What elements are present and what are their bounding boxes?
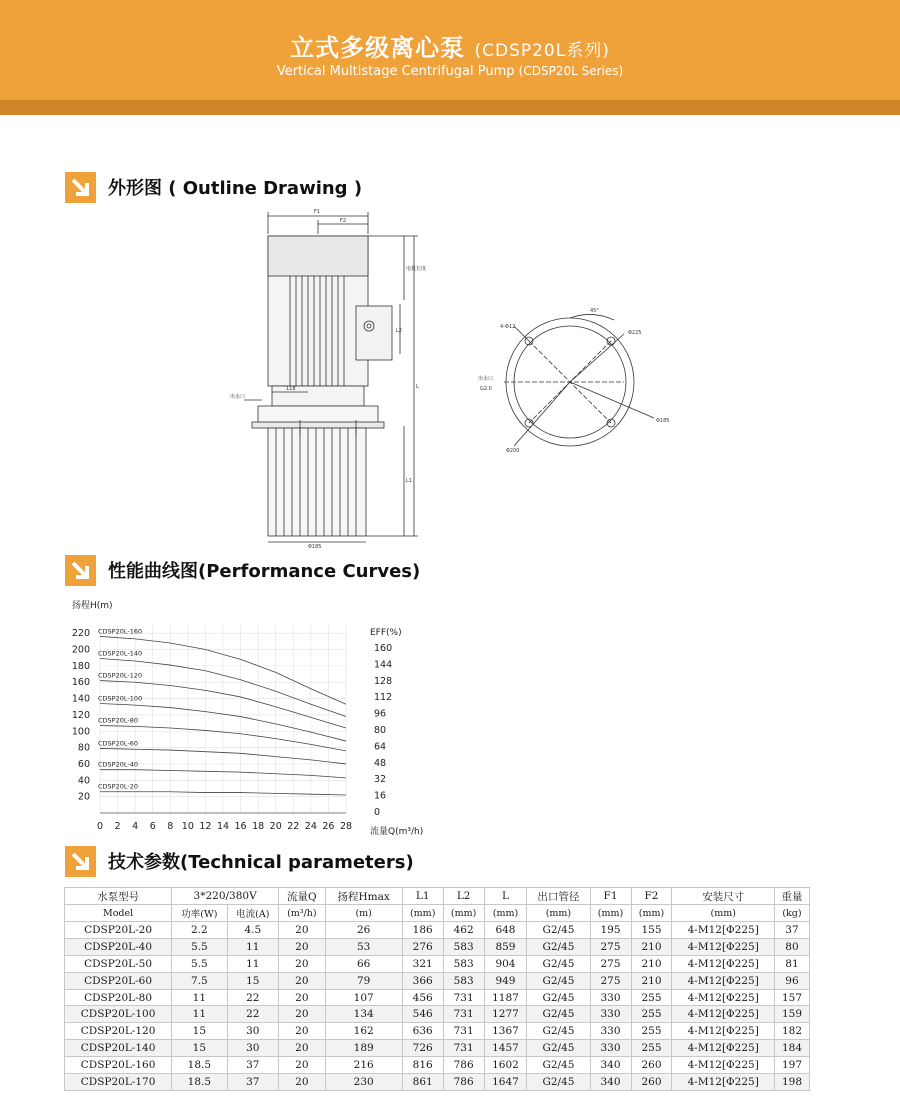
table-cell: (mm) (672, 905, 775, 922)
table-row (65, 922, 810, 939)
x-tick-label: 22 (287, 821, 300, 832)
dim-l2: L2 (396, 328, 402, 334)
table-cell: G2/45 (527, 972, 590, 989)
section-curves (65, 555, 420, 585)
dim-phi200: Φ200 (506, 448, 520, 454)
table-cell: 20 (279, 938, 326, 955)
y-tick-label: 200 (71, 644, 90, 656)
table-cell: 扬程Hmax (325, 888, 402, 905)
table-cell: CDSP20L-170 (65, 1074, 172, 1091)
table-cell: 1457 (484, 1040, 527, 1057)
table-cell: 731 (443, 1006, 484, 1023)
table-cell: G2/45 (527, 1074, 590, 1091)
table-cell: 22 (227, 1006, 279, 1023)
table-cell: G2/45 (527, 989, 590, 1006)
y2-tick-label: 112 (374, 692, 393, 704)
x-tick-label: 24 (304, 821, 317, 832)
dim-phi225: Φ225 (628, 330, 642, 336)
dim-l: L (416, 384, 419, 390)
series-label: CDSP20L-160 (98, 627, 143, 636)
table-cell: 20 (279, 972, 326, 989)
table-cell: 30 (227, 1040, 279, 1057)
table-cell: 861 (402, 1074, 443, 1091)
table-cell: 4-M12[Φ225] (672, 938, 775, 955)
table-cell: CDSP20L-50 (65, 955, 172, 972)
table-cell: 456 (402, 989, 443, 1006)
table-cell: (m) (325, 905, 402, 922)
table-cell: 786 (443, 1074, 484, 1091)
table-cell: 816 (402, 1057, 443, 1074)
header-band (0, 100, 900, 115)
table-cell: 水泵型号 (65, 888, 172, 905)
series-label: CDSP20L-140 (98, 649, 143, 658)
series-label: CDSP20L-20 (98, 782, 138, 791)
table-cell: 583 (443, 955, 484, 972)
table-cell: 1367 (484, 1023, 527, 1040)
y2-tick-label: 0 (374, 807, 381, 818)
table-cell: Model (65, 905, 172, 922)
arrow-down-right-icon (65, 555, 96, 586)
table-cell: 904 (484, 955, 527, 972)
table-cell: (mm) (443, 905, 484, 922)
table-cell: 107 (325, 989, 402, 1006)
table-cell: 37 (774, 922, 809, 939)
dim-angle: 45° (590, 308, 599, 314)
dim-phi185b: Φ185 (656, 418, 670, 424)
table-header-row (65, 888, 810, 905)
table-cell: 11 (172, 989, 227, 1006)
table-cell: 2.2 (172, 922, 227, 939)
table-cell: 260 (631, 1074, 672, 1091)
table-cell: 30 (227, 1023, 279, 1040)
table-cell: G2/45 (527, 955, 590, 972)
table-cell: 37 (227, 1057, 279, 1074)
table-cell: 4-M12[Φ225] (672, 989, 775, 1006)
table-cell: 15 (172, 1040, 227, 1057)
table-cell: 26 (325, 922, 402, 939)
section-params (65, 846, 414, 876)
table-cell: 731 (443, 1040, 484, 1057)
table-cell: 210 (631, 938, 672, 955)
y2-tick-label: 16 (374, 790, 387, 802)
y2-tick-label: 64 (374, 741, 387, 753)
x-tick-label: 10 (181, 821, 194, 832)
params-table (64, 887, 810, 1091)
series-label: CDSP20L-60 (98, 739, 138, 748)
table-row (65, 1040, 810, 1057)
table-cell: (m³/h) (279, 905, 326, 922)
x-tick-label: 4 (132, 821, 139, 832)
dim-l1: L1 (406, 478, 412, 484)
table-cell: 340 (590, 1057, 631, 1074)
table-cell: 电流(A) (227, 905, 279, 922)
table-cell: 726 (402, 1040, 443, 1057)
table-cell: 流量Q (279, 888, 326, 905)
table-cell: 198 (774, 1074, 809, 1091)
table-cell: 4-M12[Φ225] (672, 1006, 775, 1023)
table-cell: 330 (590, 1023, 631, 1040)
y-axis-label: 扬程H(m) (72, 601, 113, 611)
section-outline-title: 外形图 ( Outline Drawing ) (108, 178, 363, 199)
title-zh: 立式多级离心泵 (290, 34, 466, 62)
table-cell: L2 (443, 888, 484, 905)
table-cell: 275 (590, 972, 631, 989)
table-cell: 583 (443, 938, 484, 955)
table-cell: 11 (172, 1006, 227, 1023)
y2-tick-label: 80 (374, 725, 387, 736)
table-cell: 15 (227, 972, 279, 989)
section-outline (65, 172, 362, 202)
table-cell: 786 (443, 1057, 484, 1074)
table-cell: G2/45 (527, 1040, 590, 1057)
table-cell: 330 (590, 989, 631, 1006)
table-cell: 4-M12[Φ225] (672, 972, 775, 989)
table-cell: (mm) (631, 905, 672, 922)
table-cell: 255 (631, 989, 672, 1006)
table-cell: 330 (590, 1040, 631, 1057)
table-cell: 216 (325, 1057, 402, 1074)
y2-tick-label: 48 (374, 757, 387, 769)
x-tick-label: 6 (149, 821, 156, 832)
table-cell: 20 (279, 1074, 326, 1091)
table-cell: 79 (325, 972, 402, 989)
table-cell: 162 (325, 1023, 402, 1040)
y2-tick-label: 32 (374, 774, 387, 786)
table-cell: 197 (774, 1057, 809, 1074)
table-cell: 186 (402, 922, 443, 939)
table-cell: 182 (774, 1023, 809, 1040)
x-axis-label: 流量Q(m³/h) (370, 827, 424, 837)
table-row (65, 972, 810, 989)
label-outlet-2: 出水口 (478, 376, 494, 382)
y-tick-label: 80 (77, 742, 90, 754)
y2-tick-label: 96 (374, 708, 387, 720)
table-cell: 731 (443, 1023, 484, 1040)
table-cell: 949 (484, 972, 527, 989)
table-cell: CDSP20L-80 (65, 989, 172, 1006)
section-params-title: 技术参数(Technical parameters) (108, 852, 414, 873)
x-tick-label: 2 (114, 821, 121, 832)
table-cell: CDSP20L-40 (65, 938, 172, 955)
table-cell: 4-M12[Φ225] (672, 955, 775, 972)
table-header-row (65, 905, 810, 922)
table-cell: (mm) (527, 905, 590, 922)
y-tick-label: 120 (71, 709, 90, 721)
x-tick-label: 28 (339, 821, 353, 832)
table-cell: (mm) (402, 905, 443, 922)
y-tick-label: 20 (77, 791, 90, 803)
table-cell: 1277 (484, 1006, 527, 1023)
table-cell: (mm) (590, 905, 631, 922)
series-label: CDSP20L-100 (98, 694, 143, 703)
y-tick-label: 140 (71, 693, 90, 705)
label-outlet: 出水口 (230, 394, 246, 400)
table-cell: 3*220/380V (172, 888, 279, 905)
y-tick-label: 100 (71, 726, 90, 738)
table-cell: 安装尺寸 (672, 888, 775, 905)
x-tick-label: 12 (199, 821, 212, 832)
x-tick-label: 18 (252, 821, 265, 832)
table-row (65, 938, 810, 955)
table-cell: 11 (227, 955, 279, 972)
title-en: Vertical Multistage Centrifugal Pump (276, 64, 515, 79)
table-cell: 53 (325, 938, 402, 955)
table-cell: L1 (402, 888, 443, 905)
table-row (65, 1057, 810, 1074)
dim-f2: F2 (340, 218, 347, 224)
y-tick-label: 40 (77, 775, 90, 787)
table-cell: 260 (631, 1057, 672, 1074)
dim-motor-len: 电机长度 (406, 266, 427, 272)
y2-tick-label: 128 (374, 675, 393, 687)
header-title-en (0, 64, 900, 79)
table-cell: 80 (774, 938, 809, 955)
table-cell: 184 (774, 1040, 809, 1057)
outline-side-view (228, 204, 444, 550)
table-cell: 230 (325, 1074, 402, 1091)
x-tick-label: 8 (167, 821, 174, 832)
table-cell: 366 (402, 972, 443, 989)
table-cell: 20 (279, 922, 326, 939)
table-cell: 731 (443, 989, 484, 1006)
table-cell: 275 (590, 938, 631, 955)
table-cell: 155 (631, 922, 672, 939)
table-cell: 22 (227, 989, 279, 1006)
table-cell: 20 (279, 1023, 326, 1040)
table-cell: 462 (443, 922, 484, 939)
table-cell: 321 (402, 955, 443, 972)
table-cell: 11 (227, 938, 279, 955)
table-cell: 4-M12[Φ225] (672, 1074, 775, 1091)
x-tick-label: 0 (96, 821, 104, 832)
table-cell: 134 (325, 1006, 402, 1023)
table-cell: 5.5 (172, 955, 227, 972)
section-curves-title: 性能曲线图(Performance Curves) (108, 561, 421, 582)
table-cell: 4.5 (227, 922, 279, 939)
table-cell: 出口管径 (527, 888, 590, 905)
table-row (65, 1074, 810, 1091)
table-row (65, 1023, 810, 1040)
table-cell: F2 (631, 888, 672, 905)
table-cell: 重量 (774, 888, 809, 905)
series-label: CDSP20L-40 (98, 760, 138, 769)
label-outlet-size: G2.0 (480, 386, 492, 392)
page-header (0, 0, 900, 115)
table-cell: G2/45 (527, 1006, 590, 1023)
table-cell: 210 (631, 972, 672, 989)
table-cell: CDSP20L-60 (65, 972, 172, 989)
table-cell: 4-M12[Φ225] (672, 1040, 775, 1057)
y-tick-label: 160 (71, 677, 90, 689)
table-cell: 66 (325, 955, 402, 972)
table-cell: 583 (443, 972, 484, 989)
table-cell: 1602 (484, 1057, 527, 1074)
table-cell: F1 (590, 888, 631, 905)
performance-chart (60, 595, 460, 840)
table-cell: 255 (631, 1040, 672, 1057)
table-cell: 4-M12[Φ225] (672, 1057, 775, 1074)
y-tick-label: 60 (77, 758, 90, 770)
header-title-zh (0, 28, 900, 63)
y2-tick-label: 160 (374, 643, 393, 654)
table-cell: 859 (484, 938, 527, 955)
table-cell: CDSP20L-100 (65, 1006, 172, 1023)
table-cell: G2/45 (527, 938, 590, 955)
table-row (65, 955, 810, 972)
y2-tick-label: 144 (374, 659, 393, 671)
table-cell: 330 (590, 1006, 631, 1023)
series-label: CDSP20L-80 (98, 716, 138, 725)
outline-flange-view (474, 298, 674, 464)
table-cell: 636 (402, 1023, 443, 1040)
table-cell: 功率(W) (172, 905, 227, 922)
table-cell: G2/45 (527, 1023, 590, 1040)
table-cell: 546 (402, 1006, 443, 1023)
arrow-down-right-icon (65, 846, 96, 877)
table-cell: 1647 (484, 1074, 527, 1091)
table-cell: CDSP20L-120 (65, 1023, 172, 1040)
table-cell: 189 (325, 1040, 402, 1057)
x-tick-label: 14 (216, 821, 230, 832)
table-row (65, 989, 810, 1006)
y-tick-label: 180 (71, 660, 90, 672)
table-cell: 18.5 (172, 1074, 227, 1091)
arrow-down-right-icon (65, 172, 96, 203)
table-cell: 1187 (484, 989, 527, 1006)
table-cell: 4-M12[Φ225] (672, 1023, 775, 1040)
table-cell: 81 (774, 955, 809, 972)
y-tick-label: 220 (71, 628, 90, 640)
table-cell: 20 (279, 955, 326, 972)
dim-holes: 4-Φ12 (500, 324, 516, 330)
table-cell: 276 (402, 938, 443, 955)
dim-118: 118 (286, 386, 296, 392)
table-cell: (mm) (484, 905, 527, 922)
x-tick-label: 20 (269, 821, 282, 832)
table-cell: G2/45 (527, 1057, 590, 1074)
table-cell: 195 (590, 922, 631, 939)
table-cell: 20 (279, 1040, 326, 1057)
table-cell: 210 (631, 955, 672, 972)
table-cell: 18.5 (172, 1057, 227, 1074)
table-cell: 20 (279, 989, 326, 1006)
table-cell: CDSP20L-20 (65, 922, 172, 939)
dim-phi185: Φ185 (308, 544, 322, 550)
table-cell: CDSP20L-140 (65, 1040, 172, 1057)
table-cell: G2/45 (527, 922, 590, 939)
dim-f1: F1 (314, 209, 321, 215)
table-cell: 5.5 (172, 938, 227, 955)
table-cell: 4-M12[Φ225] (672, 922, 775, 939)
table-cell: 255 (631, 1006, 672, 1023)
x-tick-label: 26 (322, 821, 335, 832)
series-zh: (CDSP20L系列) (474, 41, 610, 61)
table-row (65, 1006, 810, 1023)
table-cell: 275 (590, 955, 631, 972)
table-cell: 20 (279, 1006, 326, 1023)
table-cell: 7.5 (172, 972, 227, 989)
table-cell: CDSP20L-160 (65, 1057, 172, 1074)
table-cell: 15 (172, 1023, 227, 1040)
table-cell: (kg) (774, 905, 809, 922)
table-cell: 255 (631, 1023, 672, 1040)
table-cell: 37 (227, 1074, 279, 1091)
table-cell: L (484, 888, 527, 905)
table-cell: 159 (774, 1006, 809, 1023)
x-tick-label: 16 (234, 821, 247, 832)
table-cell: 96 (774, 972, 809, 989)
table-cell: 20 (279, 1057, 326, 1074)
table-cell: 340 (590, 1074, 631, 1091)
table-cell: 648 (484, 922, 527, 939)
series-en: (CDSP20L Series) (518, 64, 624, 78)
y2-axis-label: EFF(%) (370, 628, 402, 638)
series-label: CDSP20L-120 (98, 671, 143, 680)
table-cell: 157 (774, 989, 809, 1006)
